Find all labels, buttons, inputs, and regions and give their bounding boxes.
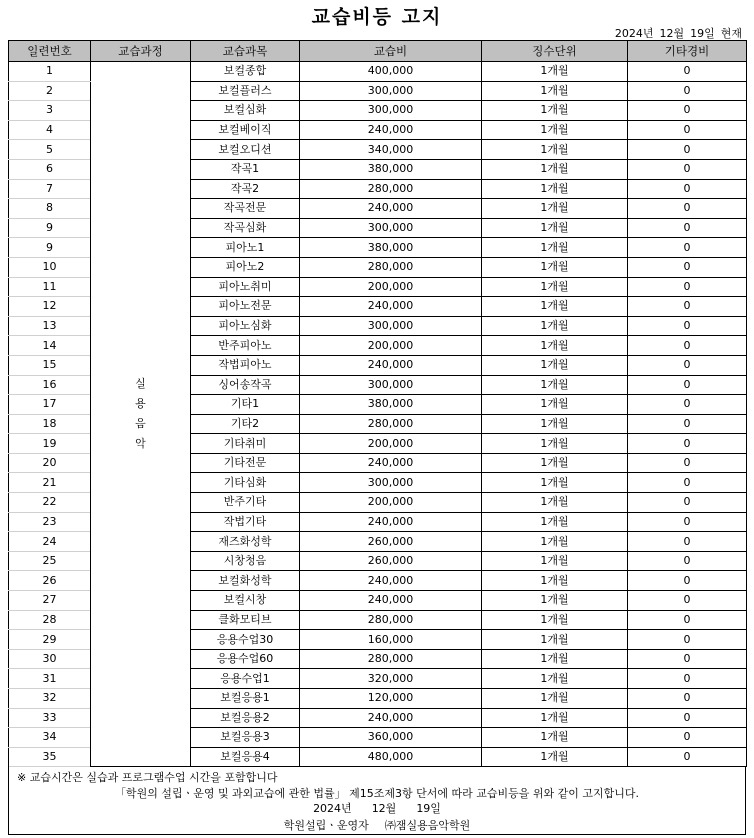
cell-seq: 9 [9, 238, 91, 258]
cell-other: 0 [628, 238, 747, 258]
cell-fee: 400,000 [300, 62, 482, 82]
cell-other: 0 [628, 395, 747, 415]
header-seq: 일련번호 [9, 41, 91, 62]
cell-seq: 16 [9, 375, 91, 395]
cell-other: 0 [628, 159, 747, 179]
cell-fee: 300,000 [300, 218, 482, 238]
cell-fee: 240,000 [300, 297, 482, 317]
cell-other: 0 [628, 708, 747, 728]
cell-subject: 응용수업1 [191, 669, 300, 689]
cell-subject: 시창청음 [191, 551, 300, 571]
table-header-row [9, 41, 747, 62]
cell-unit: 1개월 [482, 453, 628, 473]
cell-subject: 보컬응용2 [191, 708, 300, 728]
cell-other: 0 [628, 512, 747, 532]
cell-subject: 작법피아노 [191, 355, 300, 375]
fee-table [8, 40, 747, 767]
cell-other: 0 [628, 179, 747, 199]
cell-seq: 11 [9, 277, 91, 297]
cell-other: 0 [628, 81, 747, 101]
footer-month: 12월 [371, 802, 397, 815]
cell-other: 0 [628, 728, 747, 748]
cell-subject: 보컬응용4 [191, 747, 300, 767]
cell-unit: 1개월 [482, 101, 628, 121]
cell-fee: 160,000 [300, 630, 482, 650]
cell-seq: 8 [9, 199, 91, 219]
cell-fee: 280,000 [300, 610, 482, 630]
cell-subject: 보컬베이직 [191, 120, 300, 140]
page-title: 교습비등 고지 [311, 6, 443, 28]
cell-other: 0 [628, 375, 747, 395]
cell-unit: 1개월 [482, 257, 628, 277]
cell-seq: 26 [9, 571, 91, 591]
cell-unit: 1개월 [482, 747, 628, 767]
cell-other: 0 [628, 199, 747, 219]
cell-seq: 23 [9, 512, 91, 532]
cell-subject: 피아노2 [191, 257, 300, 277]
cell-seq: 31 [9, 669, 91, 689]
cell-other: 0 [628, 434, 747, 454]
cell-subject: 기타전문 [191, 453, 300, 473]
cell-seq: 35 [9, 747, 91, 767]
cell-subject: 응용수업30 [191, 630, 300, 650]
cell-other: 0 [628, 747, 747, 767]
cell-unit: 1개월 [482, 277, 628, 297]
cell-seq: 24 [9, 532, 91, 552]
cell-seq: 20 [9, 453, 91, 473]
cell-other: 0 [628, 62, 747, 82]
cell-subject: 보컬화성학 [191, 571, 300, 591]
cell-unit: 1개월 [482, 159, 628, 179]
header-unit: 징수단위 [482, 41, 628, 62]
cell-unit: 1개월 [482, 473, 628, 493]
cell-unit: 1개월 [482, 630, 628, 650]
cell-fee: 240,000 [300, 199, 482, 219]
as-of-day: 19일 [690, 27, 715, 40]
cell-fee: 300,000 [300, 81, 482, 101]
cell-fee: 480,000 [300, 747, 482, 767]
cell-unit: 1개월 [482, 81, 628, 101]
table-row [9, 62, 747, 82]
as-of-year: 2024년 [614, 27, 654, 40]
cell-unit: 1개월 [482, 414, 628, 434]
cell-subject: 기타1 [191, 395, 300, 415]
cell-seq: 18 [9, 414, 91, 434]
cell-fee: 240,000 [300, 708, 482, 728]
cell-seq: 6 [9, 159, 91, 179]
cell-subject: 피아노1 [191, 238, 300, 258]
cell-subject: 보컬응용3 [191, 728, 300, 748]
footer-operator [9, 817, 745, 833]
cell-fee: 200,000 [300, 336, 482, 356]
cell-subject: 응용수업60 [191, 649, 300, 669]
cell-unit: 1개월 [482, 649, 628, 669]
cell-unit: 1개월 [482, 669, 628, 689]
cell-unit: 1개월 [482, 375, 628, 395]
as-of-month: 12월 [659, 27, 685, 40]
cell-other: 0 [628, 316, 747, 336]
cell-other: 0 [628, 630, 747, 650]
cell-other: 0 [628, 649, 747, 669]
course-char: 음 [135, 417, 146, 431]
cell-unit: 1개월 [482, 179, 628, 199]
cell-subject: 피아노취미 [191, 277, 300, 297]
cell-seq: 2 [9, 81, 91, 101]
cell-seq: 22 [9, 493, 91, 513]
cell-fee: 300,000 [300, 316, 482, 336]
cell-seq: 4 [9, 120, 91, 140]
cell-seq: 33 [9, 708, 91, 728]
course-cell [91, 62, 191, 767]
cell-unit: 1개월 [482, 493, 628, 513]
cell-unit: 1개월 [482, 512, 628, 532]
cell-unit: 1개월 [482, 708, 628, 728]
cell-subject: 작곡1 [191, 159, 300, 179]
cell-fee: 280,000 [300, 649, 482, 669]
cell-subject: 재즈화성학 [191, 532, 300, 552]
header-fee: 교습비 [300, 41, 482, 62]
cell-unit: 1개월 [482, 689, 628, 709]
cell-unit: 1개월 [482, 140, 628, 160]
cell-seq: 30 [9, 649, 91, 669]
cell-seq: 9 [9, 218, 91, 238]
footer-year: 2024년 [313, 802, 352, 815]
course-char: 실 [135, 377, 146, 391]
cell-subject: 기타2 [191, 414, 300, 434]
cell-subject: 피아노전문 [191, 297, 300, 317]
cell-fee: 200,000 [300, 277, 482, 297]
cell-other: 0 [628, 297, 747, 317]
cell-fee: 260,000 [300, 551, 482, 571]
cell-subject: 보컬시창 [191, 591, 300, 611]
cell-seq: 14 [9, 336, 91, 356]
cell-unit: 1개월 [482, 218, 628, 238]
cell-other: 0 [628, 473, 747, 493]
cell-subject: 반주기타 [191, 493, 300, 513]
cell-other: 0 [628, 610, 747, 630]
cell-fee: 200,000 [300, 493, 482, 513]
cell-fee: 300,000 [300, 101, 482, 121]
cell-other: 0 [628, 551, 747, 571]
operator-name: ㈜잼실용음악학원 [384, 819, 471, 832]
cell-unit: 1개월 [482, 728, 628, 748]
cell-seq: 21 [9, 473, 91, 493]
footer-note: ※ 교습시간은 실습과 프로그램수업 시간을 포함합니다 [17, 771, 278, 784]
cell-unit: 1개월 [482, 551, 628, 571]
cell-fee: 120,000 [300, 689, 482, 709]
cell-other: 0 [628, 453, 747, 473]
cell-fee: 280,000 [300, 179, 482, 199]
course-char: 악 [135, 437, 146, 451]
as-of-date [609, 25, 742, 41]
cell-fee: 240,000 [300, 512, 482, 532]
cell-subject: 작곡심화 [191, 218, 300, 238]
cell-fee: 360,000 [300, 728, 482, 748]
cell-other: 0 [628, 414, 747, 434]
as-of-suffix: 현재 [720, 27, 742, 40]
cell-seq: 3 [9, 101, 91, 121]
cell-other: 0 [628, 277, 747, 297]
cell-seq: 32 [9, 689, 91, 709]
cell-subject: 보컬응용1 [191, 689, 300, 709]
cell-subject: 클화모티브 [191, 610, 300, 630]
cell-seq: 12 [9, 297, 91, 317]
cell-seq: 1 [9, 62, 91, 82]
cell-other: 0 [628, 493, 747, 513]
header-subject: 교습과목 [191, 41, 300, 62]
cell-unit: 1개월 [482, 434, 628, 454]
cell-seq: 25 [9, 551, 91, 571]
footer [8, 766, 746, 835]
cell-seq: 15 [9, 355, 91, 375]
cell-other: 0 [628, 140, 747, 160]
cell-fee: 200,000 [300, 434, 482, 454]
cell-other: 0 [628, 689, 747, 709]
cell-other: 0 [628, 218, 747, 238]
cell-fee: 320,000 [300, 669, 482, 689]
cell-seq: 28 [9, 610, 91, 630]
cell-fee: 240,000 [300, 355, 482, 375]
cell-other: 0 [628, 336, 747, 356]
footer-day: 19일 [416, 802, 441, 815]
cell-subject: 보컬종합 [191, 62, 300, 82]
cell-subject: 피아노심화 [191, 316, 300, 336]
cell-fee: 340,000 [300, 140, 482, 160]
cell-other: 0 [628, 355, 747, 375]
cell-fee: 380,000 [300, 159, 482, 179]
cell-fee: 300,000 [300, 375, 482, 395]
cell-unit: 1개월 [482, 610, 628, 630]
cell-other: 0 [628, 257, 747, 277]
cell-fee: 380,000 [300, 238, 482, 258]
cell-subject: 반주피아노 [191, 336, 300, 356]
header-other: 기타경비 [628, 41, 747, 62]
cell-subject: 싱어송작곡 [191, 375, 300, 395]
cell-seq: 34 [9, 728, 91, 748]
cell-subject: 보컬오디션 [191, 140, 300, 160]
cell-subject: 기타심화 [191, 473, 300, 493]
cell-fee: 260,000 [300, 532, 482, 552]
footer-date [9, 800, 745, 816]
cell-fee: 280,000 [300, 414, 482, 434]
cell-seq: 17 [9, 395, 91, 415]
cell-seq: 27 [9, 591, 91, 611]
course-char: 용 [135, 397, 146, 411]
cell-subject: 보컬심화 [191, 101, 300, 121]
cell-fee: 300,000 [300, 473, 482, 493]
cell-fee: 240,000 [300, 453, 482, 473]
cell-fee: 380,000 [300, 395, 482, 415]
cell-seq: 7 [9, 179, 91, 199]
cell-unit: 1개월 [482, 591, 628, 611]
cell-other: 0 [628, 669, 747, 689]
footer-law: 「학원의 설립ㆍ운영 및 과외교습에 관한 법률」 제15조제3항 단서에 따라 교습비등을 위와 같이 고지합니다. [114, 787, 640, 800]
cell-subject: 작법기타 [191, 512, 300, 532]
cell-other: 0 [628, 120, 747, 140]
cell-fee: 240,000 [300, 591, 482, 611]
cell-unit: 1개월 [482, 532, 628, 552]
cell-other: 0 [628, 101, 747, 121]
cell-unit: 1개월 [482, 395, 628, 415]
operator-label: 학원설립ㆍ운영자 [283, 819, 369, 832]
cell-seq: 13 [9, 316, 91, 336]
cell-seq: 29 [9, 630, 91, 650]
cell-subject: 보컬플러스 [191, 81, 300, 101]
cell-unit: 1개월 [482, 62, 628, 82]
cell-seq: 19 [9, 434, 91, 454]
cell-unit: 1개월 [482, 336, 628, 356]
cell-subject: 작곡전문 [191, 199, 300, 219]
cell-unit: 1개월 [482, 297, 628, 317]
cell-unit: 1개월 [482, 355, 628, 375]
cell-unit: 1개월 [482, 571, 628, 591]
cell-other: 0 [628, 591, 747, 611]
cell-fee: 240,000 [300, 571, 482, 591]
cell-unit: 1개월 [482, 238, 628, 258]
cell-seq: 10 [9, 257, 91, 277]
cell-fee: 280,000 [300, 257, 482, 277]
cell-subject: 기타취미 [191, 434, 300, 454]
cell-unit: 1개월 [482, 120, 628, 140]
cell-subject: 작곡2 [191, 179, 300, 199]
cell-other: 0 [628, 571, 747, 591]
cell-unit: 1개월 [482, 316, 628, 336]
cell-fee: 240,000 [300, 120, 482, 140]
header-course: 교습과정 [91, 41, 191, 62]
cell-unit: 1개월 [482, 199, 628, 219]
cell-other: 0 [628, 532, 747, 552]
cell-seq: 5 [9, 140, 91, 160]
